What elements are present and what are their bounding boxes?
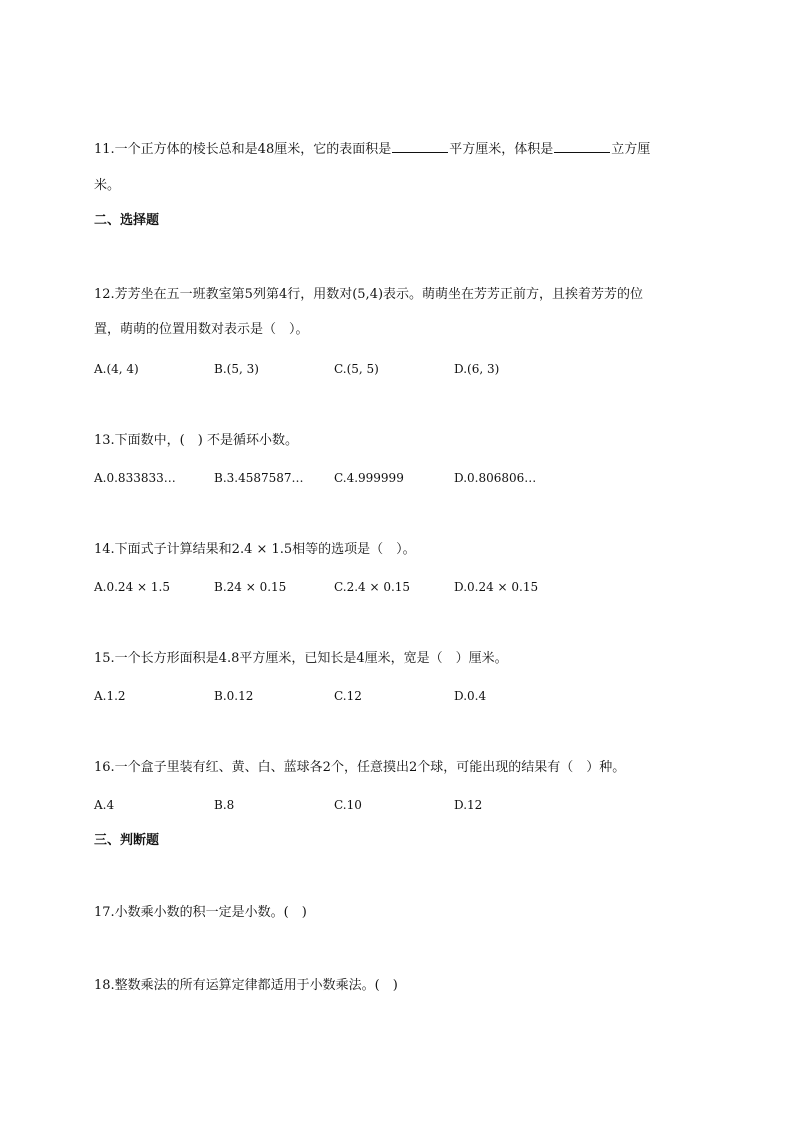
q18-text: 18.整数乘法的所有运算定律都适用于小数乘法。( ) (94, 978, 398, 993)
option-c[interactable]: C.(5, 5) (334, 362, 379, 376)
answer-blank[interactable] (554, 140, 610, 153)
option-d[interactable]: D.0.806806… (454, 471, 537, 485)
q16-text: 16.一个盒子里装有红、黄、白、蓝球各2个，任意摸出2个球，可能出现的结果有（ ）种。 (94, 760, 626, 775)
option-c[interactable]: C.12 (334, 689, 362, 703)
answer-blank[interactable] (392, 140, 448, 153)
option-b[interactable]: B.8 (214, 798, 235, 812)
option-c[interactable]: C.2.4 × 0.15 (334, 580, 411, 594)
q15-text: 15.一个长方形面积是4.8平方厘米，已知长是4厘米，宽是（ ）厘米。 (94, 651, 508, 666)
q17-text: 17.小数乘小数的积一定是小数。( ) (94, 905, 307, 920)
q13-text: 13.下面数中，( ) 不是循环小数。 (94, 433, 298, 448)
question-11 (94, 140, 650, 159)
option-a[interactable]: A.4 (94, 798, 115, 812)
option-b[interactable]: B.24 × 0.15 (214, 580, 287, 594)
q11-line2: 米。 (94, 178, 121, 193)
option-d[interactable]: D.0.24 × 0.15 (454, 580, 539, 594)
option-b[interactable]: B.3.4587587… (214, 471, 304, 485)
section-heading-judgement: 三、判断题 (94, 833, 160, 848)
option-a[interactable]: A.0.24 × 1.5 (94, 580, 170, 594)
q12-line1: 12.芳芳坐在五一班教室第5列第4行，用数对(5,4)表示。萌萌坐在芳芳正前方，且挨着芳芳的位 (94, 287, 644, 302)
option-c[interactable]: C.10 (334, 798, 362, 812)
q14-text: 14.下面式子计算结果和2.4 × 1.5相等的选项是（ ）。 (94, 542, 416, 557)
option-c[interactable]: C.4.999999 (334, 471, 404, 485)
q11-text-part1: 11.一个正方体的棱长总和是48厘米，它的表面积是 (94, 142, 392, 157)
option-a[interactable]: A.1.2 (94, 689, 126, 703)
option-a[interactable]: A.0.833833… (94, 471, 176, 485)
option-d[interactable]: D.(6, 3) (454, 362, 500, 376)
option-b[interactable]: B.0.12 (214, 689, 254, 703)
q11-text-part3: 立方厘 (611, 142, 651, 157)
q11-text-part2: 平方厘米，体积是 (449, 142, 554, 157)
section-heading-choice: 二、选择题 (94, 213, 160, 228)
option-b[interactable]: B.(5, 3) (214, 362, 259, 376)
option-d[interactable]: D.12 (454, 798, 483, 812)
option-a[interactable]: A.(4, 4) (94, 362, 139, 376)
q12-line2: 置，萌萌的位置用数对表示是（ ）。 (94, 322, 309, 337)
option-d[interactable]: D.0.4 (454, 689, 487, 703)
